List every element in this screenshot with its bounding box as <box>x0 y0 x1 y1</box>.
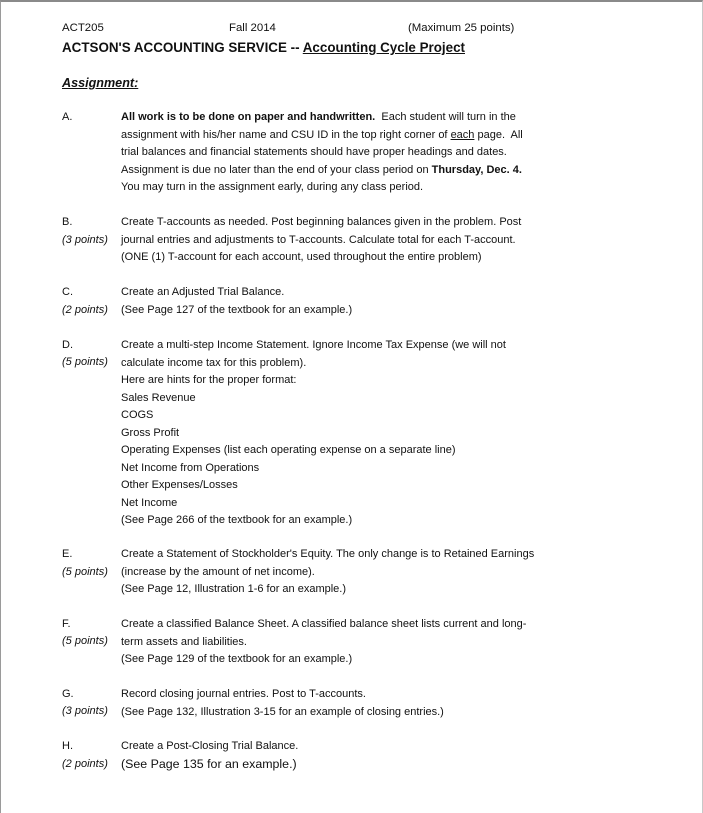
section-h-points: (2 points) <box>62 758 108 770</box>
section-g-body <box>121 686 444 721</box>
section-f-points: (5 points) <box>62 635 108 647</box>
section-g-letter: G. <box>62 688 74 700</box>
section-a-text: assignment with his/her name and CSU ID in the top right corner of <box>121 128 451 141</box>
section-f-letter: F. <box>62 618 71 630</box>
section-d-line: Gross Profit <box>121 426 180 439</box>
section-a-line: You may turn in the assignment early, during any class period. <box>121 181 424 193</box>
section-a-text: page. All <box>474 128 523 141</box>
section-b-body <box>121 214 521 267</box>
section-f-line: term assets and liabilities. <box>121 635 247 648</box>
section-f-body <box>121 616 526 669</box>
section-d-letter: D. <box>62 339 73 351</box>
section-a-line <box>121 162 523 180</box>
section-d-line: Net Income from Operations <box>121 461 260 474</box>
section-d-line: Operating Expenses (list each operating expense on a separate line) <box>121 444 456 456</box>
section-c-letter: C. <box>62 286 73 298</box>
section-e-letter: E. <box>62 548 73 560</box>
section-h-line: Create a Post-Closing Trial Balance. <box>121 740 299 752</box>
section-d-line: Here are hints for the proper format: <box>121 374 297 386</box>
due-date: Thursday, Dec. 4. <box>431 163 522 176</box>
section-f-line: (See Page 129 of the textbook for an example.) <box>121 653 353 665</box>
section-b-line: journal entries and adjustments to T-accounts. Calculate total for each T-account. <box>121 233 516 246</box>
section-h-letter: H. <box>62 740 73 752</box>
section-d-line: Net Income <box>121 496 178 509</box>
section-d-body <box>121 337 506 530</box>
section-d-line: Sales Revenue <box>121 391 196 404</box>
title-main: ACTSON'S ACCOUNTING SERVICE -- <box>62 40 303 55</box>
max-points: (Maximum 25 points) <box>408 22 515 34</box>
assignment-heading: Assignment: <box>62 76 139 90</box>
section-g-line: Record closing journal entries. Post to T-accounts. <box>121 688 366 700</box>
section-b-line: Create T-accounts as needed. Post beginning balances given in the problem. Post <box>121 216 522 228</box>
section-g-line: (See Page 132, Illustration 3-15 for an example of closing entries.) <box>121 705 444 718</box>
section-b-letter: B. <box>62 216 73 228</box>
section-e-line: (increase by the amount of net income). <box>121 565 315 578</box>
page-title <box>62 40 465 55</box>
section-d-points: (5 points) <box>62 356 108 368</box>
section-c-body <box>121 284 352 319</box>
section-a-underlined-text: each <box>450 128 475 141</box>
section-d-line: calculate income tax for this problem). <box>121 356 307 369</box>
section-b-line: (ONE (1) T-account for each account, used throughout the entire problem) <box>121 251 482 263</box>
section-c-line: Create an Adjusted Trial Balance. <box>121 286 285 298</box>
section-a-letter: A. <box>62 111 73 123</box>
section-a-text: Each student will turn in the <box>375 111 516 123</box>
section-a-line: trial balances and financial statements should have proper headings and dates. <box>121 146 507 158</box>
section-g-points: (3 points) <box>62 705 108 717</box>
section-a-text: Assignment is due no later than the end of your class period on <box>121 163 432 176</box>
section-e-points: (5 points) <box>62 566 108 578</box>
section-e-body <box>121 546 534 599</box>
section-a-body <box>121 109 523 197</box>
section-c-points: (2 points) <box>62 304 108 316</box>
term: Fall 2014 <box>229 22 276 34</box>
section-c-line: (See Page 127 of the textbook for an example.) <box>121 303 353 316</box>
title-subtitle: Accounting Cycle Project <box>302 40 465 55</box>
section-e-line: (See Page 12, Illustration 1-6 for an example.) <box>121 583 347 595</box>
section-f-line: Create a classified Balance Sheet. A classified balance sheet lists current and long- <box>121 618 527 630</box>
section-d-line: Create a multi-step Income Statement. Ignore Income Tax Expense (we will not <box>121 339 506 351</box>
section-h-line: (See Page 135 for an example.) <box>121 756 297 771</box>
section-h-body <box>121 738 298 773</box>
section-a-bold-text: All work is to be done on paper and handwritten. <box>121 111 376 123</box>
section-b-points: (3 points) <box>62 234 108 246</box>
section-a-line <box>121 109 523 127</box>
section-a-line <box>121 127 523 145</box>
section-d-line: Other Expenses/Losses <box>121 479 238 491</box>
section-e-line: Create a Statement of Stockholder's Equity. The only change is to Retained Earnings <box>121 548 535 560</box>
course-code: ACT205 <box>62 22 104 34</box>
section-d-line: (See Page 266 of the textbook for an example.) <box>121 514 353 526</box>
section-d-line: COGS <box>121 409 154 421</box>
